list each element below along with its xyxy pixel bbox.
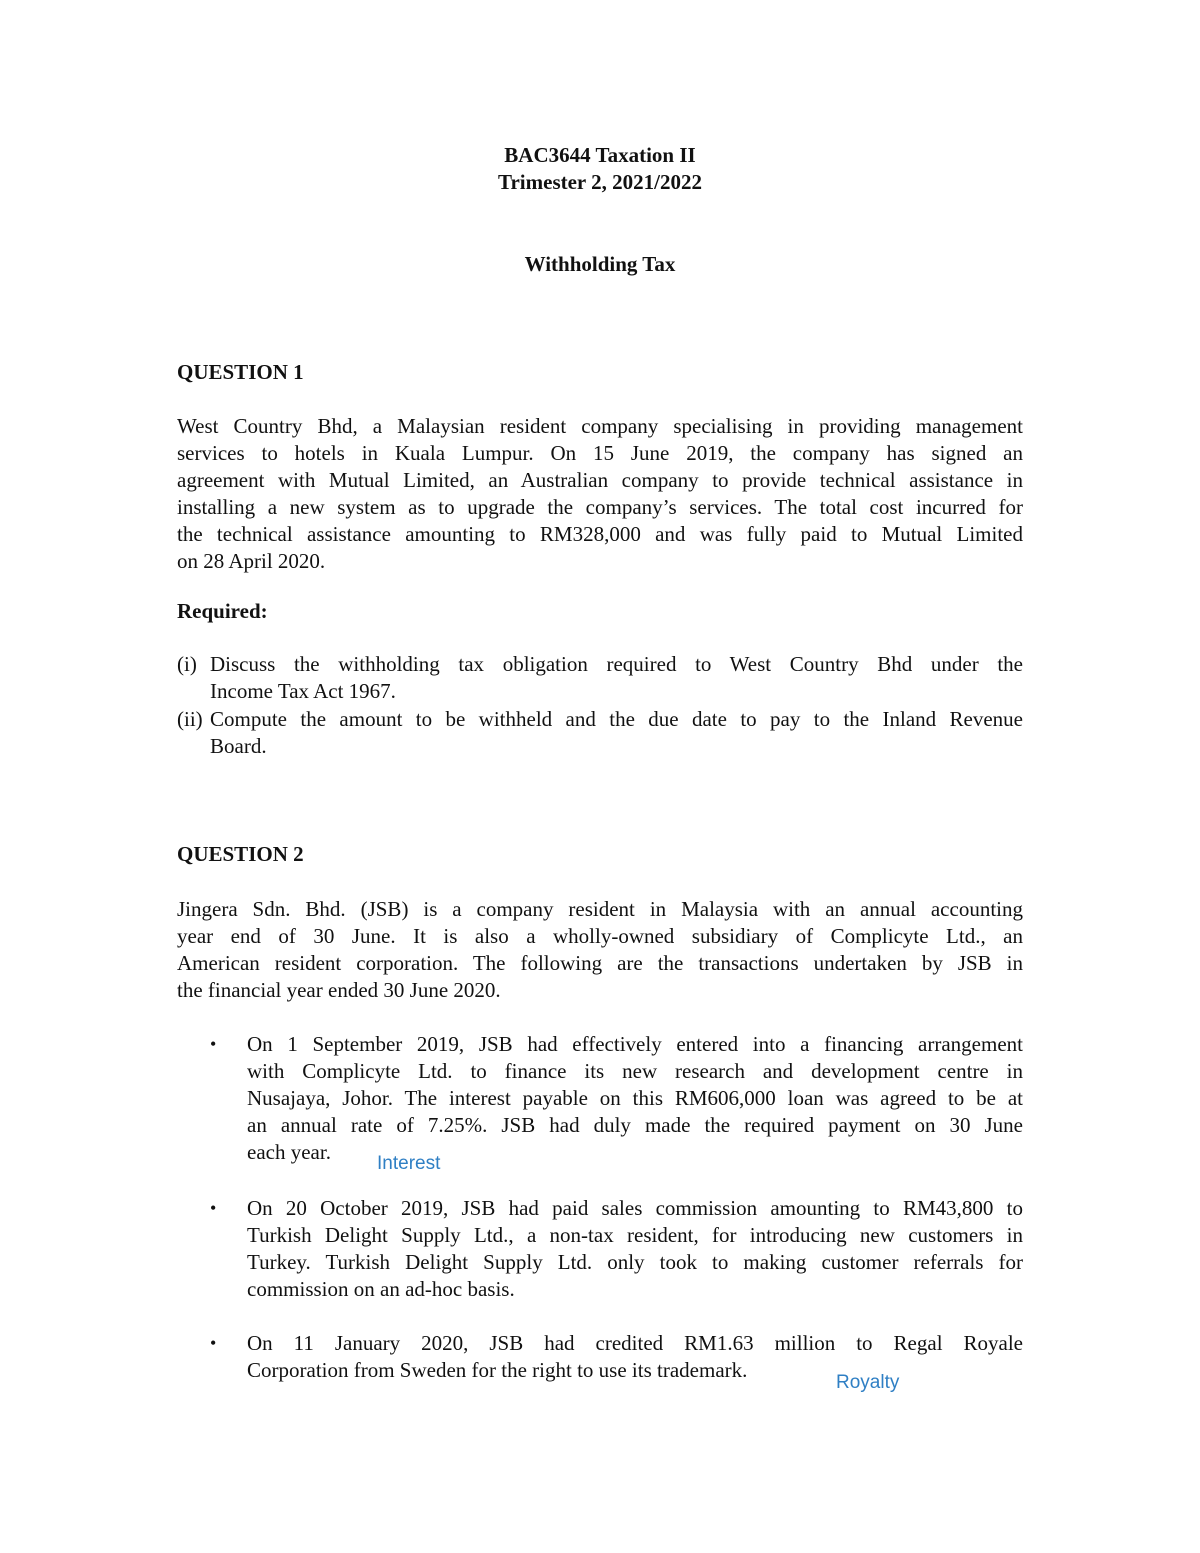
course-title: BAC3644 Taxation II	[504, 143, 696, 167]
bullet-line: commission on an ad-hoc basis.	[247, 1277, 515, 1301]
question-2-paragraph	[177, 896, 1023, 1004]
bullet-line: On 20 October 2019, JSB had paid sales commission amounting to RM43,800 to	[247, 1196, 1023, 1220]
bullet-line: an annual rate of 7.25%. JSB had duly made the required payment on 30 June	[247, 1113, 1023, 1137]
bullet-line: each year.	[247, 1140, 331, 1164]
paragraph-line: West Country Bhd, a Malaysian resident company specialising in providing management	[177, 414, 1023, 438]
item-number: (ii)	[177, 707, 203, 731]
item-line: Board.	[210, 734, 267, 758]
item-line: Compute the amount to be withheld and the due date to pay to the Inland Revenue	[210, 707, 1023, 731]
paragraph-line: services to hotels in Kuala Lumpur. On 15 June 2019, the company has signed an	[177, 441, 1023, 465]
trimester-title: Trimester 2, 2021/2022	[498, 170, 702, 194]
required-label: Required:	[177, 599, 268, 623]
paragraph-line: the technical assistance amounting to RM328,000 and was fully paid to Mutual Limited	[177, 522, 1023, 546]
bullet-icon: •	[210, 1333, 217, 1353]
paragraph-line: Jingera Sdn. Bhd. (JSB) is a company resident in Malaysia with an annual accounting	[177, 897, 1023, 921]
paragraph-line: on 28 April 2020.	[177, 549, 326, 573]
paragraph-line: year end of 30 June. It is also a wholly-owned subsidiary of Complicyte Ltd., an	[177, 924, 1023, 948]
handwritten-annotation-royalty: Royalty	[836, 1372, 900, 1393]
transaction-bullet-2	[210, 1195, 1023, 1303]
requirement-item-i	[177, 651, 1023, 705]
question-1-heading: QUESTION 1	[177, 360, 304, 384]
paragraph-line: installing a new system as to upgrade the company’s services. The total cost incurred for	[177, 495, 1023, 519]
paragraph-line: the financial year ended 30 June 2020.	[177, 978, 501, 1002]
item-line: Discuss the withholding tax obligation required to West Country Bhd under the	[210, 652, 1023, 676]
item-line: Income Tax Act 1967.	[210, 679, 396, 703]
requirement-item-ii	[177, 706, 1023, 760]
bullet-line: with Complicyte Ltd. to finance its new research and development centre in	[247, 1059, 1023, 1083]
bullet-line: On 11 January 2020, JSB had credited RM1.63 million to Regal Royale	[247, 1331, 1023, 1355]
bullet-line: Turkish Delight Supply Ltd., a non-tax resident, for introducing new customers in	[247, 1223, 1023, 1247]
bullet-line: Corporation from Sweden for the right to use its trademark.	[247, 1358, 748, 1382]
bullet-line: Turkey. Turkish Delight Supply Ltd. only took to making customer referrals for	[247, 1250, 1023, 1274]
bullet-icon: •	[210, 1198, 217, 1218]
transaction-bullet-1	[210, 1031, 1023, 1166]
question-1-paragraph	[177, 413, 1023, 575]
paragraph-line: agreement with Mutual Limited, an Australian company to provide technical assistance in	[177, 468, 1023, 492]
bullet-line: On 1 September 2019, JSB had effectively entered into a financing arrangement	[247, 1032, 1023, 1056]
handwritten-annotation-interest: Interest	[377, 1153, 441, 1174]
item-number: (i)	[177, 652, 197, 676]
transaction-bullet-3	[210, 1330, 1023, 1384]
question-2-heading: QUESTION 2	[177, 842, 304, 866]
topic-title: Withholding Tax	[524, 252, 676, 276]
bullet-line: Nusajaya, Johor. The interest payable on this RM606,000 loan was agreed to be at	[247, 1086, 1023, 1110]
paragraph-line: American resident corporation. The following are the transactions undertaken by JSB in	[177, 951, 1023, 975]
bullet-icon: •	[210, 1034, 217, 1054]
